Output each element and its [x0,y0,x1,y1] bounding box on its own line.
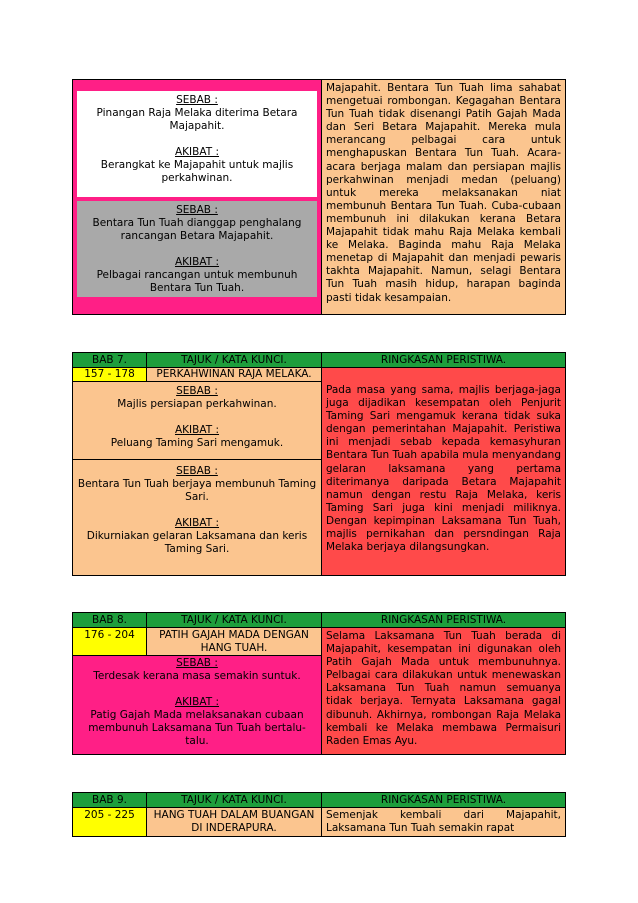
sebab-label: SEBAB : [176,385,218,397]
page-range: 205 - 225 [73,808,147,836]
chapter-title: PERKAHWINAN RAJA MELAKA. [147,368,321,382]
sebab-akibat-section [73,460,321,575]
sebab-text: Bentara Tun Tuah berjaya membunuh Taming Sari. [77,478,317,503]
sebab-label: SEBAB : [176,204,218,216]
akibat-label: AKIBAT : [174,424,220,436]
akibat-text: Dikurniakan gelaran Laksamana dan keris Taming Sari. [86,530,308,555]
block-bab6-continued [72,79,566,315]
sebab-akibat-white [77,91,317,197]
ringkasan-heading: RINGKASAN PERISTIWA. [322,793,565,808]
sebab-text: Majlis persiapan perkahwinan. [117,398,277,410]
table-header [73,793,565,808]
sebab-label: SEBAB : [176,94,218,106]
sebab-text: Pinangan Raja Melaka diterima Betara Majapahit. [96,107,298,132]
tajuk-heading: TAJUK / KATA KUNCI. [147,613,322,628]
chapter-title: HANG TUAH DALAM BUANGAN DI INDERAPURA. [147,808,322,836]
sebab-label: SEBAB : [176,465,218,477]
akibat-text: Pelbagai rancangan untuk membunuh Bentara Tun Tuah. [96,269,298,294]
akibat-label: AKIBAT : [174,256,220,268]
ringkasan-body: Pada masa yang sama, majlis berjaga-jaga juga dijadikan kesempatan oleh Penjurit Taming Sari mengamuk kerana tidak suka dengan pemerintahan Majapahit. Peristiwa ini menjadi sebab kepada kemasyhuran Bentara Tun Tuah apabila mula menyandang gelaran laksamana yang pertama diterimanya daripada Betara Majapahit namun dengan restu Raja Melaka, keris Taming Sari juga kini menjadi miliknya. Dengan kepimpinan Laksamana Tun Tuah, majlis pernikahan dan persndingan Raja Melaka berjaya dilangsungkan. [326,384,561,554]
ringkasan-heading: RINGKASAN PERISTIWA. [322,613,565,628]
sebab-akibat-grey [77,201,317,297]
chapter-title: PATIH GAJAH MADA DENGAN HANG TUAH. [147,628,321,656]
page-range: 176 - 204 [73,628,147,656]
bab-heading: BAB 7. [73,353,147,368]
block-bab7 [72,352,566,576]
table-header [73,613,565,628]
akibat-label: AKIBAT : [174,146,220,158]
sebab-akibat-section [73,656,321,754]
ringkasan-peristiwa-text: Majapahit. Bentara Tun Tuah lima sahabat mengetuai rombongan. Kegagahan Bentara Tun Tuah tidak disenangi Patih Gajah Mada dan Seri Betara Majapahit. Mereka mula merancang pelbagai cara untuk menghapuskan Bentara Tun Tuah. Acara-acara berjaga malam dan persiapan majlis perkahwinan menjadi medan (peluang) untuk mereka melaksanakan niat membunuh Bentara Tun Tuah. Cuba-cubaan membunuh ini dilakukan kerana Betara Majapahit tidak mahu Raja Melaka kembali ke Melaka. Baginda mahu Raja Melaka menetap di Majapahit dan menjadi pewaris takhta Majapahit. Namun, selagi Bentara Tun Tuah masih hidup, harapan baginda pasti tidak kesampaian. [322,80,565,314]
block-bab8 [72,612,566,755]
ringkasan-peristiwa-text: Selama Laksamana Tun Tuah berada di Majapahit, kesempatan ini digunakan oleh Patih Gajah Mada untuk membunuhnya. Pelbagai cara dilakukan untuk menewaskan Laksamana Tun Tuah namun semuanya tidak berjaya. Ternyata Laksamana gagal dibunuh. Akhirnya, rombongan Raja Melaka kembali ke Melaka membawa Permaisuri Raden Emas Ayu. [322,628,565,754]
table-header [73,353,565,368]
akibat-text: Berangkat ke Majapahit untuk majlis perkahwinan. [100,159,294,184]
block-bab9 [72,792,566,837]
bab-heading: BAB 9. [73,793,147,808]
tajuk-heading: TAJUK / KATA KUNCI. [147,793,322,808]
sebab-akibat-column [73,628,322,754]
ringkasan-peristiwa-text: Semenjak kembali dari Majapahit, Laksamana Tun Tuah semakin rapat [322,808,565,836]
akibat-label: AKIBAT : [174,517,220,529]
akibat-text: Peluang Taming Sari mengamuk. [110,437,284,449]
sebab-akibat-column [73,80,322,314]
akibat-text: Patig Gajah Mada melaksanakan cubaan membunuh Laksamana Tun Tuah bertalu-talu. [88,709,306,747]
sebab-text: Terdesak kerana masa semakin suntuk. [93,670,301,682]
sebab-akibat-column [73,368,322,575]
ringkasan-peristiwa-text [322,368,565,575]
akibat-label: AKIBAT : [174,696,220,708]
sebab-label: SEBAB : [176,657,218,669]
tajuk-heading: TAJUK / KATA KUNCI. [147,353,322,368]
page-range: 157 - 178 [73,368,147,382]
ringkasan-heading: RINGKASAN PERISTIWA. [322,353,565,368]
sebab-akibat-section [73,382,321,460]
sebab-text: Bentara Tun Tuah dianggap penghalang rancangan Betara Majapahit. [92,217,302,242]
bab-heading: BAB 8. [73,613,147,628]
